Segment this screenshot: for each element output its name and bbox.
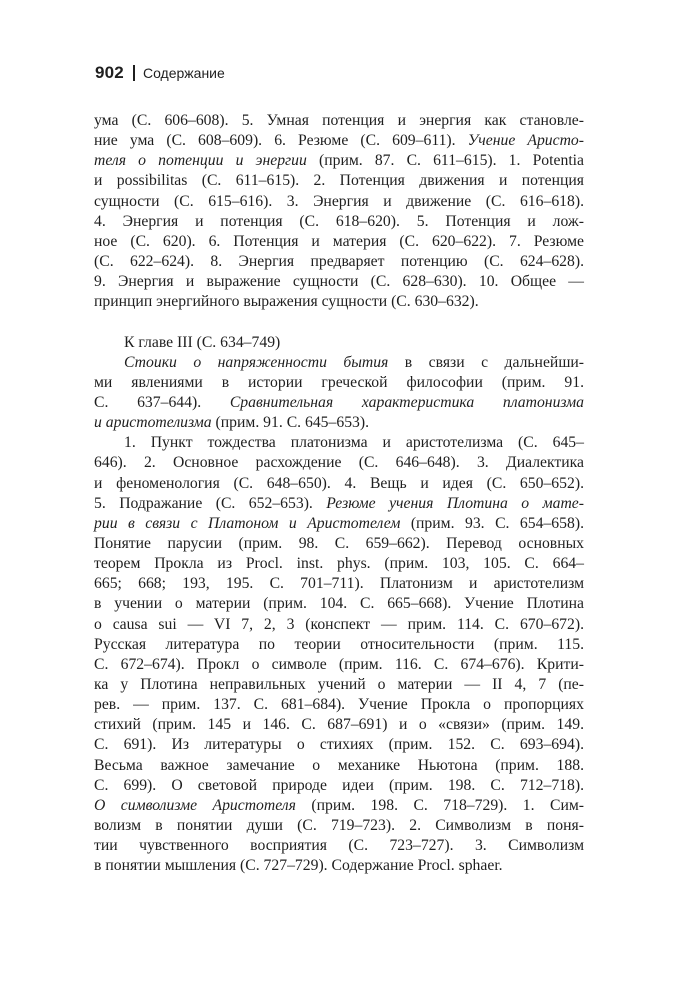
text-line: [94, 816, 584, 836]
text-line: [94, 594, 584, 614]
text-line: [94, 453, 584, 473]
paragraph: [94, 111, 584, 312]
text-line: [94, 192, 584, 212]
text-line: [94, 333, 584, 353]
italic-run: Сравнительная характеристика платонизма: [229, 393, 584, 411]
text-line: [94, 715, 584, 735]
text-line: [94, 494, 584, 514]
text-line: [94, 373, 584, 393]
text-run: С. 672–674). Прокл о символе (прим. 116. С. 674–676). Крити-: [94, 655, 584, 673]
text-run: 646). 2. Основное расхождение (С. 646–648). 3. Диалектика: [94, 454, 584, 472]
text-line: [94, 756, 584, 776]
text-line: [94, 514, 584, 534]
text-run: стихий (прим. 145 и 146. С. 687–691) и о «связи» (прим. 149.: [94, 716, 584, 734]
running-header: [95, 63, 225, 83]
text-line: [94, 836, 584, 856]
italic-run: О символизме Аристотеля: [94, 796, 296, 814]
text-run: теорем Прокла из Procl. inst. phys. (прим. 103, 105. С. 664–: [94, 555, 584, 573]
text-line: [94, 796, 584, 816]
text-run: тии чувственного восприятия (С. 723–727). 3. Символизм: [94, 837, 584, 855]
italic-run: теля о потенции и энергии: [94, 152, 307, 170]
text-run: 9. Энергия и выражение сущности (С. 628–630). 10. Общее —: [94, 273, 584, 291]
text-run: и феноменология (С. 648–650). 4. Вещь и идея (С. 650–652).: [94, 474, 584, 492]
text-run: Русская литература по теории относительности (прим. 115.: [94, 635, 584, 653]
text-run: 665; 668; 193, 195. С. 701–711). Платонизм и аристотелизм: [94, 575, 584, 593]
italic-run: Учение Аристо-: [467, 132, 584, 150]
text-run: ка у Плотина неправильных учений о материи — II 4, 7 (пе-: [94, 675, 584, 693]
text-line: [94, 111, 584, 131]
chapter-heading: [94, 333, 584, 353]
text-run: (прим. 198. С. 718–729). 1. Сим-: [295, 796, 585, 814]
text-run: и possibilitas (С. 611–615). 2. Потенция движения и потенция: [94, 172, 584, 190]
text-run: Понятие парусии (прим. 98. С. 659–662). Перевод основных: [94, 534, 584, 552]
text-line: [94, 232, 584, 252]
text-line: [94, 695, 584, 715]
text-run: принцип энергийного выражения сущности (С. 630–632).: [94, 293, 479, 311]
text-run: К главе III (С. 634–749): [124, 333, 281, 351]
text-line: [94, 252, 584, 272]
text-line: [94, 272, 584, 292]
text-run: С. 699). О световой природе идеи (прим. 198. С. 712–718).: [94, 776, 584, 794]
page-number: 902: [95, 63, 124, 82]
text-run: ние ума (С. 608–609). 6. Резюме (С. 609–611).: [94, 132, 468, 150]
text-run: (прим. 91. С. 645–653).: [211, 414, 370, 432]
text-line: [94, 554, 584, 574]
text-line: [94, 413, 584, 433]
text-line: [94, 131, 584, 151]
text-run: (прим. 93. С. 654–658).: [400, 514, 584, 532]
text-run: С. 637–644).: [94, 393, 230, 411]
text-line: [94, 635, 584, 655]
text-line: [94, 393, 584, 413]
text-run: ума (С. 606–608). 5. Умная потенция и энергия как становле-: [94, 112, 584, 129]
text-line: [94, 151, 584, 171]
italic-run: Стоики о напряженности бытия: [124, 353, 389, 371]
text-run: (прим. 87. С. 611–615). 1. Potentia: [306, 152, 584, 170]
header-divider: [133, 65, 135, 81]
text-run: сущности (С. 615–616). 3. Энергия и движение (С. 616–618).: [94, 192, 584, 210]
text-run: ное (С. 620). 6. Потенция и материя (С. 620–622). 7. Резюме: [94, 232, 584, 250]
text-line: [94, 615, 584, 635]
text-line: [94, 353, 584, 373]
text-line: [94, 212, 584, 232]
text-run: волизм в понятии души (С. 719–723). 2. Символизм в поня-: [94, 816, 584, 834]
text-line: [94, 675, 584, 695]
text-run: в связи с дальнейши-: [388, 353, 585, 371]
italic-run: Резюме учения Плотина о мате-: [326, 494, 584, 512]
text-line: [94, 776, 584, 796]
text-run: Весьма важное замечание о механике Ньютона (прим. 188.: [94, 756, 584, 774]
text-line: [94, 655, 584, 675]
section-title: Содержание: [142, 65, 225, 81]
text-run: в учении о материи (прим. 104. С. 665–668). Учение Плотина: [94, 595, 584, 613]
text-run: ми явлениями в истории греческой философии (прим. 91.: [94, 373, 584, 391]
text-line: [94, 574, 584, 594]
text-run: рев. — прим. 137. С. 681–684). Учение Прокла о пропорциях: [94, 696, 584, 714]
text-run: 4. Энергия и потенция (С. 618–620). 5. Потенция и лож-: [94, 212, 584, 230]
text-line: [94, 534, 584, 554]
text-run: 5. Подражание (С. 652–653).: [94, 494, 327, 512]
italic-run: рии в связи с Платоном и Аристотелем: [94, 514, 401, 532]
text-line: [94, 735, 584, 755]
paragraph: [94, 433, 584, 876]
text-line: [94, 474, 584, 494]
text-run: в понятии мышления (С. 727–729). Содержание Procl. sphaer.: [94, 857, 503, 875]
text-run: 1. Пункт тождества платонизма и аристотелизма (С. 645–: [124, 434, 584, 452]
text-line: [94, 292, 584, 312]
text-line: [94, 433, 584, 453]
italic-run: и аристотелизма: [94, 414, 212, 432]
text-run: С. 691). Из литературы о стихиях (прим. 152. С. 693–694).: [94, 736, 584, 754]
text-run: о causa sui — VI 7, 2, 3 (конспект — прим. 114. С. 670–672).: [94, 615, 584, 633]
text-line: [94, 856, 584, 876]
body-text: [94, 111, 584, 876]
paragraph-gap: [94, 312, 584, 332]
text-run: (С. 622–624). 8. Энергия предваряет потенцию (С. 624–628).: [94, 252, 584, 270]
paragraph: [94, 353, 584, 434]
text-line: [94, 171, 584, 191]
